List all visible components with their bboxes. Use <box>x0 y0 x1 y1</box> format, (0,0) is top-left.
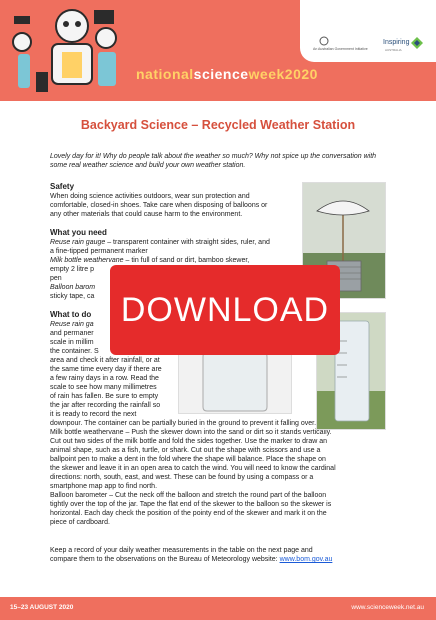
need-line-5-name: Balloon barom <box>50 284 96 291</box>
todo-line-1: and permaner <box>50 330 94 337</box>
footer-site-link[interactable]: www.scienceweek.net.au <box>351 604 424 611</box>
banner-part-science: science <box>193 66 249 82</box>
todo-full-line-3: animal shape, such as a fish, turtle, or shark. Cut out the shape with scissors and use a <box>50 447 321 454</box>
need-line-6: sticky tape, ca <box>50 293 95 300</box>
need-line-4: pen <box>50 275 62 282</box>
inspiring-mark-icon <box>410 36 424 50</box>
todo-full-line-5: the skewer and leave it in an open area to catch the wind. You will need to know the cardinal <box>50 465 336 472</box>
inspiring-sub-text: AUSTRALIA <box>385 48 402 52</box>
todo-line-6: a few rainy days in a row. Read the <box>50 375 159 382</box>
intro-text: Lovely day for it! Why do people talk about the weather so much? Why not spice up the conversation with some real weather science and build your own weather station. <box>50 153 377 169</box>
todo-full-line-1-text: Milk bottle weathervane – Push the skewer down into the sand or dirt so it stands vertically. <box>50 429 332 436</box>
todo-full-line-6: directions: north, south, east, and west. These can be found by using a compass or a <box>50 474 314 481</box>
science-week-banner <box>136 66 318 82</box>
todo-full-line-2: Cut out two sides of the milk bottle and fold the sides together. Use the marker to draw an <box>50 438 328 445</box>
mascot-illustration <box>8 2 130 98</box>
need-line-5 <box>50 283 95 292</box>
banner-part-week: week2020 <box>248 66 318 82</box>
government-crest-icon <box>318 36 330 46</box>
bom-website-link[interactable]: www.bom.gov.au <box>279 556 333 563</box>
todo-full-line-9: tightly over the top of the jar. Tape the flat end of the skewer to the balloon so the skewer is <box>50 501 332 508</box>
todo-line-7: scale to see how many millimetres <box>50 384 157 391</box>
todo-full-line-10: horizontal. Each day check the position of the pointy end of the skewer and mark it on the <box>50 510 327 517</box>
footer-dates: 15–23 AUGUST 2020 <box>10 604 74 611</box>
safety-heading: Safety <box>50 182 75 191</box>
need-heading: What you need <box>50 228 107 237</box>
todo-full-line-4: ballpoint pen to make a dent in the fold where the shape will balance. Place the shape on <box>50 456 326 463</box>
need-item-weathervane-name: Milk bottle weathervane <box>50 257 124 264</box>
closing-line-1: Keep a record of your daily weather measurements in the table on the next page and <box>50 547 313 554</box>
page-footer <box>0 597 436 620</box>
need-item-weathervane <box>50 256 290 265</box>
page-header <box>0 0 436 101</box>
closing-line-2 <box>50 555 332 564</box>
page-title: Backyard Science – Recycled Weather Station <box>80 118 356 132</box>
todo-full-line-11: piece of cardboard. <box>50 519 110 526</box>
todo-full-line-7: smartphone map app to find north. <box>50 483 158 490</box>
todo-line-0-text: Reuse rain ga <box>50 321 94 328</box>
todo-line-9: the jar after recording the rainfall so <box>50 402 161 409</box>
todo-line-8: of rain has fallen. Be sure to empty <box>50 393 159 400</box>
safety-text: When doing science activities outdoors, wear sun protection and comfortable, closed-in shoes. Take care when disposing of balloons or any other materials that could cause harm to the environment. <box>50 193 268 218</box>
todo-line-3: the container. S <box>50 348 99 355</box>
todo-line-5: the same time every day if there are <box>50 366 162 373</box>
download-button[interactable]: DOWNLOAD <box>110 265 340 355</box>
todo-full-line-1 <box>50 428 332 437</box>
inspiring-logo-text: Inspiring <box>383 39 410 46</box>
logo-panel <box>300 0 436 62</box>
need-item-rain-gauge-desc: – transparent container with straight sides, ruler, and a fine-tipped permanent marker <box>50 239 270 255</box>
todo-heading: What to do <box>50 310 92 319</box>
need-line-3: empty 2 litre p <box>50 266 94 273</box>
banner-part-national: national <box>136 66 194 82</box>
need-item-rain-gauge <box>50 238 275 256</box>
need-item-weathervane-desc: – tin full of sand or dirt, bamboo skewer, <box>123 257 250 264</box>
gov-initiative-text: An Australian Government Initiative <box>313 47 368 51</box>
need-item-rain-gauge-name: Reuse rain gauge <box>50 239 106 246</box>
todo-line-4: area and check it after rainfall, or at <box>50 357 160 364</box>
todo-line-0 <box>50 320 94 329</box>
todo-full-line-0: downpour. The container can be partially buried in the ground to prevent it falling over. <box>50 420 317 427</box>
todo-line-10: it is ready to record the next <box>50 411 137 418</box>
todo-full-line-8: Balloon barometer – Cut the neck off the balloon and stretch the round part of the balloon <box>50 492 327 499</box>
closing-line-2-text: compare them to the observations on the Bureau of Meteorology website: <box>50 556 280 563</box>
todo-line-2: scale in millim <box>50 339 94 346</box>
